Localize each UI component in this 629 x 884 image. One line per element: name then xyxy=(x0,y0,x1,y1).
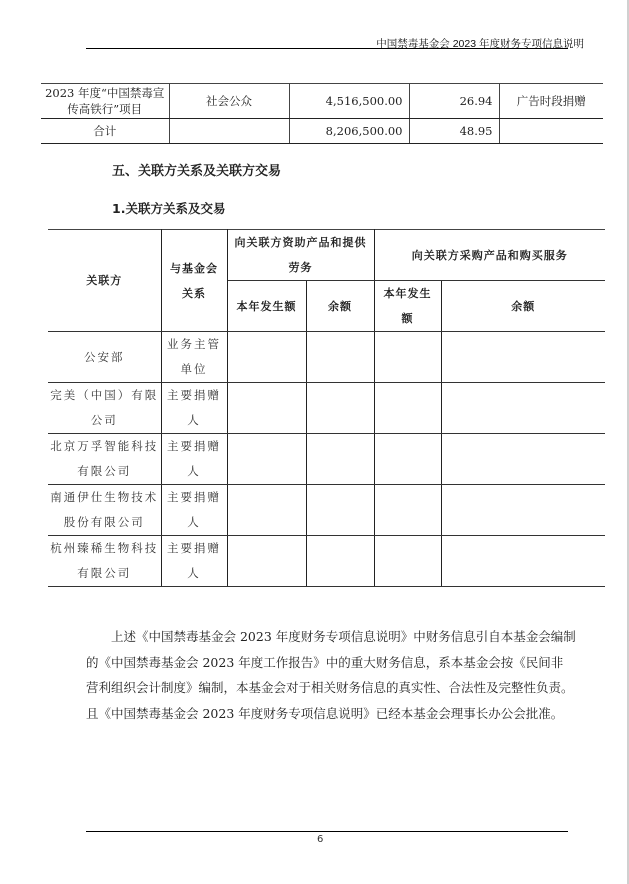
ratio-cell: 26.94 xyxy=(409,84,499,119)
relation-line1: 主要捐赠 xyxy=(167,388,221,402)
subsection-heading: 1.关联方关系及交易 xyxy=(112,201,226,216)
empty-cell xyxy=(374,383,441,434)
header-purchase-amount-line1: 本年发生 xyxy=(383,287,432,300)
donor-cell: 社会公众 xyxy=(169,84,289,119)
project-name-line2: 传高铁行”项目 xyxy=(67,102,143,116)
relation-cell xyxy=(161,383,227,434)
party-name-line2: 有限公司 xyxy=(77,464,132,478)
empty-cell xyxy=(227,485,306,536)
empty-cell xyxy=(306,485,374,536)
header-provide-amount: 本年发生额 xyxy=(227,281,306,332)
relation-line2: 单位 xyxy=(180,362,208,376)
amount-cell: 4,516,500.00 xyxy=(289,84,409,119)
empty-cell xyxy=(374,536,441,587)
party-name-line1: 北京万孚智能科技 xyxy=(50,439,159,453)
relation-cell xyxy=(161,485,227,536)
project-name-line1: 2023 年度“中国禁毒宣 xyxy=(45,86,165,100)
header-provide-line1: 向关联方资助产品和提供 xyxy=(234,236,367,249)
party-cell xyxy=(48,383,161,434)
empty-cell xyxy=(306,383,374,434)
relation-line2: 人 xyxy=(187,515,201,529)
party-name-line1: 杭州臻稀生物科技 xyxy=(50,541,159,555)
party-name-line1: 公安部 xyxy=(84,349,125,364)
total-amount-cell: 8,206,500.00 xyxy=(289,119,409,144)
relation-cell xyxy=(161,536,227,587)
project-cell xyxy=(41,84,169,119)
paragraph-line: 上述《中国禁毒基金会 2023 年度财务专项信息说明》中财务信息引自本基金会编制 xyxy=(111,629,576,644)
table-row xyxy=(41,84,603,119)
empty-cell xyxy=(441,485,605,536)
party-name-line1: 完美（中国）有限 xyxy=(50,388,159,402)
table-row xyxy=(48,536,605,587)
empty-cell xyxy=(374,485,441,536)
page-number: 6 xyxy=(317,834,324,845)
header-divider xyxy=(86,48,568,49)
total-ratio-cell: 48.95 xyxy=(409,119,499,144)
empty-cell xyxy=(374,434,441,485)
table-row xyxy=(48,332,605,383)
header-provide-line2: 劳务 xyxy=(288,261,313,274)
header-row-1 xyxy=(48,230,605,281)
header-purchase: 向关联方采购产品和购买服务 xyxy=(374,230,605,281)
paragraph-line: 且《中国禁毒基金会 2023 年度财务专项信息说明》已经本基金会理事长办公会批准。 xyxy=(86,705,564,721)
footer-divider xyxy=(86,831,568,832)
party-name-line2: 有限公司 xyxy=(77,566,132,580)
paragraph-line: 营利组织会计制度》编制，本基金会对于相关财务信息的真实性、合法性及完整性负责。 xyxy=(86,680,574,695)
empty-cell xyxy=(441,332,605,383)
empty-cell xyxy=(227,383,306,434)
empty-cell xyxy=(227,332,306,383)
empty-cell xyxy=(306,332,374,383)
empty-cell xyxy=(306,536,374,587)
header-purchase-amount-line2: 额 xyxy=(401,312,414,325)
header-relation-line2: 关系 xyxy=(182,286,206,300)
empty-cell xyxy=(306,434,374,485)
party-cell xyxy=(48,332,161,383)
related-party-table xyxy=(48,229,605,587)
relation-line1: 业务主管 xyxy=(167,337,221,351)
party-cell xyxy=(48,536,161,587)
empty-cell xyxy=(227,536,306,587)
header-provide-balance: 余额 xyxy=(306,281,374,332)
header-purchase-amount xyxy=(374,281,441,332)
table-row-total xyxy=(41,119,603,144)
donation-table xyxy=(41,83,603,144)
party-name-line1: 南通伊仕生物技术 xyxy=(50,490,159,504)
total-label-cell: 合计 xyxy=(41,119,169,144)
relation-line2: 人 xyxy=(187,413,201,427)
paragraph-line: 的《中国禁毒基金会 2023 年度工作报告》中的重大财务信息，系本基金会按《民间非 xyxy=(86,654,564,670)
donor-cell xyxy=(169,119,289,144)
empty-cell xyxy=(441,434,605,485)
note-cell: 广告时段捐赠 xyxy=(499,84,603,119)
relation-line1: 主要捐赠 xyxy=(167,541,221,555)
table-row xyxy=(48,434,605,485)
relation-cell xyxy=(161,332,227,383)
note-cell xyxy=(499,119,603,144)
approval-paragraph xyxy=(86,624,586,726)
empty-cell xyxy=(374,332,441,383)
section-heading: 五、关联方关系及关联方交易 xyxy=(112,164,282,179)
party-cell xyxy=(48,434,161,485)
table-row xyxy=(48,383,605,434)
empty-cell xyxy=(441,383,605,434)
header-party: 关联方 xyxy=(48,230,161,332)
relation-line1: 主要捐赠 xyxy=(167,439,221,453)
relation-line1: 主要捐赠 xyxy=(167,490,221,504)
empty-cell xyxy=(441,536,605,587)
party-cell xyxy=(48,485,161,536)
party-name-line2: 公司 xyxy=(90,413,118,427)
relation-line2: 人 xyxy=(187,464,201,478)
header-relation-line1: 与基金会 xyxy=(170,261,218,275)
header-purchase-balance: 余额 xyxy=(441,281,605,332)
header-relation xyxy=(161,230,227,332)
table-row xyxy=(48,485,605,536)
party-name-line2: 股份有限公司 xyxy=(63,515,145,529)
relation-line2: 人 xyxy=(187,566,201,580)
empty-cell xyxy=(227,434,306,485)
relation-cell xyxy=(161,434,227,485)
running-header: 中国禁毒基金会 2023 年度财务专项信息说明 xyxy=(376,38,584,50)
header-provide xyxy=(227,230,374,281)
